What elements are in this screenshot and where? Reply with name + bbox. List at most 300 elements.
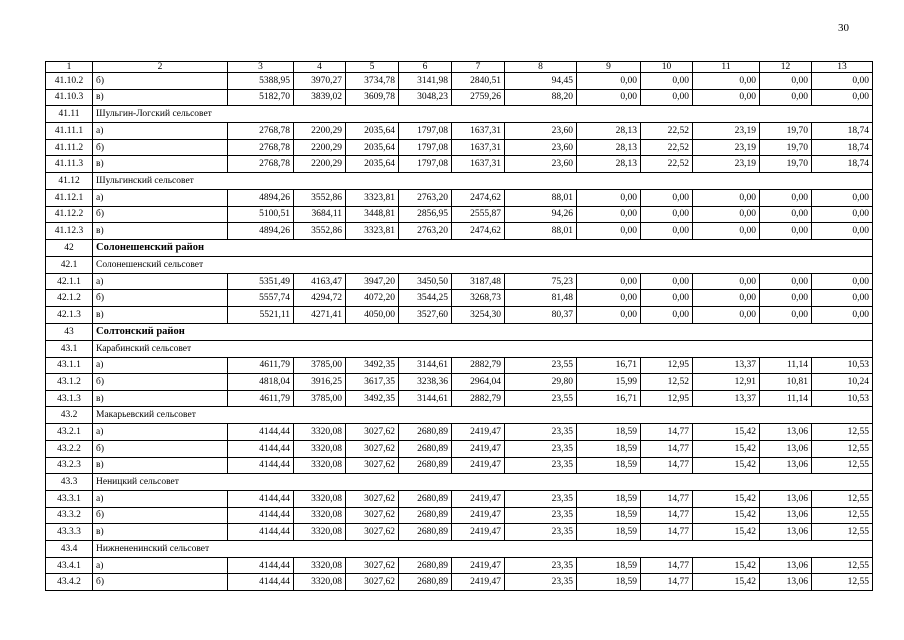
value-cell: 16,71 [577,357,641,374]
table-row [46,457,873,474]
value-cell: 23,60 [505,156,577,173]
value-cell: 28,13 [577,139,641,156]
value-cell: 29,80 [505,374,577,391]
value-cell: 4611,79 [228,357,294,374]
value-cell: 3320,08 [294,440,346,457]
value-cell: 3552,86 [294,189,346,206]
column-number-header: 5 [346,62,399,73]
row-variant-label: б) [93,374,228,391]
table-row [46,189,873,206]
value-cell: 3552,86 [294,223,346,240]
column-number-header: 3 [228,62,294,73]
value-cell: 0,00 [693,223,760,240]
row-variant-label: а) [93,557,228,574]
column-number-header: 1 [46,62,93,73]
value-cell: 0,00 [693,290,760,307]
value-cell: 0,00 [577,223,641,240]
value-cell: 23,35 [505,457,577,474]
value-cell: 5100,51 [228,206,294,223]
value-cell: 10,53 [812,390,873,407]
value-cell: 3492,35 [346,357,399,374]
value-cell: 3238,36 [399,374,452,391]
value-cell: 3320,08 [294,491,346,508]
tariff-table [45,61,873,591]
value-cell: 12,55 [812,557,873,574]
value-cell: 18,74 [812,123,873,140]
column-number-header: 10 [641,62,693,73]
council-header-row [46,106,873,123]
column-number-header: 11 [693,62,760,73]
value-cell: 15,99 [577,374,641,391]
value-cell: 4894,26 [228,189,294,206]
value-cell: 88,01 [505,189,577,206]
value-cell: 2680,89 [399,457,452,474]
row-variant-label: а) [93,189,228,206]
value-cell: 23,35 [505,524,577,541]
value-cell: 2680,89 [399,491,452,508]
row-code: 41.11.3 [46,156,93,173]
value-cell: 3320,08 [294,424,346,441]
row-variant-label: в) [93,457,228,474]
value-cell: 3027,62 [346,440,399,457]
value-cell: 14,77 [641,524,693,541]
value-cell: 11,14 [760,357,812,374]
value-cell: 2680,89 [399,424,452,441]
value-cell: 23,35 [505,440,577,457]
value-cell: 1797,08 [399,123,452,140]
value-cell: 3448,81 [346,206,399,223]
value-cell: 15,42 [693,457,760,474]
value-cell: 3254,30 [452,306,505,323]
value-cell: 2840,51 [452,73,505,90]
row-variant-label: б) [93,206,228,223]
value-cell: 2680,89 [399,524,452,541]
value-cell: 4611,79 [228,390,294,407]
value-cell: 18,59 [577,507,641,524]
value-cell: 0,00 [760,273,812,290]
table-row [46,290,873,307]
value-cell: 2200,29 [294,156,346,173]
value-cell: 0,00 [693,73,760,90]
district-title: Солтонский район [93,323,873,340]
row-variant-label: а) [93,424,228,441]
value-cell: 4818,04 [228,374,294,391]
section-code: 41.12 [46,172,93,189]
value-cell: 19,70 [760,156,812,173]
value-cell: 2419,47 [452,524,505,541]
council-title: Солонешенский сельсовет [93,256,873,273]
value-cell: 3450,50 [399,273,452,290]
value-cell: 15,42 [693,507,760,524]
value-cell: 23,60 [505,123,577,140]
value-cell: 15,42 [693,574,760,591]
value-cell: 0,00 [693,189,760,206]
value-cell: 23,35 [505,491,577,508]
table-row [46,507,873,524]
value-cell: 15,42 [693,524,760,541]
row-code: 43.3.2 [46,507,93,524]
value-cell: 2474,62 [452,189,505,206]
table-row [46,156,873,173]
value-cell: 2759,26 [452,89,505,106]
row-variant-label: в) [93,524,228,541]
value-cell: 15,42 [693,557,760,574]
value-cell: 15,42 [693,440,760,457]
value-cell: 13,06 [760,557,812,574]
value-cell: 1637,31 [452,139,505,156]
column-number-header: 9 [577,62,641,73]
row-code: 42.1.2 [46,290,93,307]
value-cell: 3734,78 [346,73,399,90]
value-cell: 0,00 [641,223,693,240]
value-cell: 2680,89 [399,440,452,457]
council-header-row [46,256,873,273]
value-cell: 22,52 [641,156,693,173]
value-cell: 3320,08 [294,524,346,541]
value-cell: 3544,25 [399,290,452,307]
value-cell: 12,55 [812,574,873,591]
value-cell: 18,59 [577,557,641,574]
value-cell: 2419,47 [452,507,505,524]
row-variant-label: в) [93,89,228,106]
row-variant-label: а) [93,123,228,140]
value-cell: 3027,62 [346,524,399,541]
section-code: 43.3 [46,474,93,491]
district-header-row [46,239,873,256]
value-cell: 13,06 [760,491,812,508]
row-variant-label: в) [93,223,228,240]
value-cell: 3785,00 [294,390,346,407]
value-cell: 0,00 [693,306,760,323]
row-code: 43.1.2 [46,374,93,391]
value-cell: 0,00 [812,273,873,290]
value-cell: 3947,20 [346,273,399,290]
value-cell: 14,77 [641,574,693,591]
table-row [46,89,873,106]
value-cell: 18,74 [812,156,873,173]
council-header-row [46,474,873,491]
value-cell: 3320,08 [294,557,346,574]
value-cell: 1797,08 [399,139,452,156]
table-row [46,374,873,391]
value-cell: 3323,81 [346,189,399,206]
value-cell: 0,00 [577,273,641,290]
value-cell: 10,81 [760,374,812,391]
value-cell: 23,35 [505,557,577,574]
value-cell: 13,06 [760,457,812,474]
section-code: 42 [46,239,93,256]
value-cell: 14,77 [641,507,693,524]
council-header-row [46,407,873,424]
row-code: 43.4.2 [46,574,93,591]
value-cell: 4144,44 [228,507,294,524]
value-cell: 2768,78 [228,156,294,173]
table-row [46,223,873,240]
council-title: Макарьевский сельсовет [93,407,873,424]
value-cell: 2768,78 [228,139,294,156]
row-code: 43.1.1 [46,357,93,374]
value-cell: 3027,62 [346,491,399,508]
value-cell: 0,00 [577,206,641,223]
value-cell: 2768,78 [228,123,294,140]
value-cell: 2882,79 [452,357,505,374]
value-cell: 0,00 [760,73,812,90]
value-cell: 0,00 [641,89,693,106]
row-code: 42.1.1 [46,273,93,290]
value-cell: 5351,49 [228,273,294,290]
value-cell: 14,77 [641,424,693,441]
row-code: 43.3.1 [46,491,93,508]
council-title: Карабинский сельсовет [93,340,873,357]
value-cell: 4144,44 [228,524,294,541]
table-row [46,574,873,591]
value-cell: 11,14 [760,390,812,407]
table-row [46,557,873,574]
column-number-header: 12 [760,62,812,73]
value-cell: 2419,47 [452,557,505,574]
value-cell: 75,23 [505,273,577,290]
value-cell: 4050,00 [346,306,399,323]
value-cell: 4144,44 [228,424,294,441]
table-row [46,139,873,156]
value-cell: 14,77 [641,440,693,457]
value-cell: 4271,41 [294,306,346,323]
value-cell: 2419,47 [452,457,505,474]
row-variant-label: б) [93,574,228,591]
value-cell: 3027,62 [346,574,399,591]
value-cell: 3144,61 [399,357,452,374]
value-cell: 12,55 [812,491,873,508]
value-cell: 0,00 [641,206,693,223]
value-cell: 2680,89 [399,574,452,591]
column-number-header: 7 [452,62,505,73]
council-title: Неницкий сельсовет [93,474,873,491]
value-cell: 5182,70 [228,89,294,106]
row-code: 43.1.3 [46,390,93,407]
value-cell: 88,01 [505,223,577,240]
value-cell: 1637,31 [452,123,505,140]
value-cell: 19,70 [760,139,812,156]
value-cell: 23,19 [693,139,760,156]
table-row [46,440,873,457]
value-cell: 3268,73 [452,290,505,307]
value-cell: 3320,08 [294,457,346,474]
value-cell: 0,00 [641,189,693,206]
row-code: 43.4.1 [46,557,93,574]
value-cell: 3839,02 [294,89,346,106]
value-cell: 3916,25 [294,374,346,391]
value-cell: 0,00 [760,206,812,223]
value-cell: 0,00 [812,290,873,307]
value-cell: 28,13 [577,123,641,140]
value-cell: 2035,64 [346,123,399,140]
value-cell: 3027,62 [346,557,399,574]
value-cell: 0,00 [812,189,873,206]
row-code: 41.12.2 [46,206,93,223]
section-code: 41.11 [46,106,93,123]
value-cell: 88,20 [505,89,577,106]
table-row [46,524,873,541]
value-cell: 2035,64 [346,156,399,173]
row-variant-label: а) [93,273,228,290]
value-cell: 0,00 [641,73,693,90]
council-title: Шульгин-Логский сельсовет [93,106,873,123]
value-cell: 18,59 [577,524,641,541]
value-cell: 5521,11 [228,306,294,323]
value-cell: 12,91 [693,374,760,391]
row-variant-label: б) [93,440,228,457]
value-cell: 23,35 [505,507,577,524]
district-title: Солонешенский район [93,239,873,256]
table-row [46,491,873,508]
value-cell: 12,55 [812,440,873,457]
value-cell: 15,42 [693,491,760,508]
value-cell: 1637,31 [452,156,505,173]
value-cell: 14,77 [641,491,693,508]
table-row [46,306,873,323]
value-cell: 2882,79 [452,390,505,407]
value-cell: 3785,00 [294,357,346,374]
table-row [46,73,873,90]
row-code: 41.12.1 [46,189,93,206]
value-cell: 0,00 [577,306,641,323]
district-header-row [46,323,873,340]
value-cell: 2200,29 [294,139,346,156]
value-cell: 23,60 [505,139,577,156]
row-variant-label: б) [93,73,228,90]
value-cell: 2555,87 [452,206,505,223]
column-number-header: 13 [812,62,873,73]
table-row [46,424,873,441]
value-cell: 94,45 [505,73,577,90]
value-cell: 14,77 [641,557,693,574]
council-title: Нижнененинский сельсовет [93,540,873,557]
value-cell: 2680,89 [399,507,452,524]
value-cell: 4294,72 [294,290,346,307]
value-cell: 2856,95 [399,206,452,223]
value-cell: 0,00 [577,89,641,106]
value-cell: 3141,98 [399,73,452,90]
value-cell: 4144,44 [228,440,294,457]
value-cell: 18,59 [577,491,641,508]
value-cell: 12,55 [812,457,873,474]
value-cell: 4144,44 [228,491,294,508]
value-cell: 0,00 [641,306,693,323]
value-cell: 18,59 [577,574,641,591]
value-cell: 3684,11 [294,206,346,223]
value-cell: 12,52 [641,374,693,391]
value-cell: 23,55 [505,357,577,374]
value-cell: 18,74 [812,139,873,156]
council-header-row [46,340,873,357]
value-cell: 12,55 [812,524,873,541]
value-cell: 94,26 [505,206,577,223]
column-number-header-row [46,62,873,73]
value-cell: 0,00 [812,223,873,240]
value-cell: 3187,48 [452,273,505,290]
value-cell: 13,06 [760,440,812,457]
row-variant-label: б) [93,507,228,524]
row-variant-label: а) [93,357,228,374]
value-cell: 2419,47 [452,440,505,457]
value-cell: 0,00 [641,290,693,307]
value-cell: 2419,47 [452,491,505,508]
value-cell: 2474,62 [452,223,505,240]
value-cell: 0,00 [577,73,641,90]
council-title: Шульгинский сельсовет [93,172,873,189]
value-cell: 10,53 [812,357,873,374]
value-cell: 0,00 [693,89,760,106]
value-cell: 3970,27 [294,73,346,90]
value-cell: 0,00 [812,89,873,106]
value-cell: 19,70 [760,123,812,140]
value-cell: 23,19 [693,123,760,140]
value-cell: 10,24 [812,374,873,391]
row-code: 43.2.2 [46,440,93,457]
value-cell: 13,37 [693,357,760,374]
value-cell: 12,95 [641,390,693,407]
value-cell: 18,59 [577,440,641,457]
value-cell: 4072,20 [346,290,399,307]
value-cell: 0,00 [577,290,641,307]
value-cell: 0,00 [812,206,873,223]
value-cell: 0,00 [812,73,873,90]
value-cell: 0,00 [693,206,760,223]
value-cell: 4144,44 [228,557,294,574]
column-number-header: 8 [505,62,577,73]
value-cell: 13,06 [760,574,812,591]
value-cell: 23,55 [505,390,577,407]
row-code: 41.10.2 [46,73,93,90]
value-cell: 2419,47 [452,574,505,591]
value-cell: 1797,08 [399,156,452,173]
value-cell: 22,52 [641,139,693,156]
value-cell: 12,95 [641,357,693,374]
value-cell: 2200,29 [294,123,346,140]
value-cell: 12,55 [812,424,873,441]
value-cell: 12,55 [812,507,873,524]
value-cell: 2035,64 [346,139,399,156]
value-cell: 3320,08 [294,507,346,524]
value-cell: 2964,04 [452,374,505,391]
value-cell: 18,59 [577,457,641,474]
column-number-header: 2 [93,62,228,73]
value-cell: 3048,23 [399,89,452,106]
value-cell: 0,00 [760,189,812,206]
section-code: 43 [46,323,93,340]
value-cell: 2763,20 [399,189,452,206]
value-cell: 5557,74 [228,290,294,307]
row-variant-label: в) [93,306,228,323]
value-cell: 81,48 [505,290,577,307]
table-row [46,357,873,374]
value-cell: 0,00 [760,89,812,106]
row-code: 41.11.1 [46,123,93,140]
value-cell: 0,00 [812,306,873,323]
value-cell: 4163,47 [294,273,346,290]
value-cell: 13,06 [760,424,812,441]
section-code: 43.4 [46,540,93,557]
value-cell: 0,00 [760,290,812,307]
value-cell: 2763,20 [399,223,452,240]
section-code: 43.1 [46,340,93,357]
value-cell: 13,06 [760,524,812,541]
value-cell: 22,52 [641,123,693,140]
value-cell: 3144,61 [399,390,452,407]
value-cell: 0,00 [641,273,693,290]
value-cell: 28,13 [577,156,641,173]
value-cell: 0,00 [760,306,812,323]
